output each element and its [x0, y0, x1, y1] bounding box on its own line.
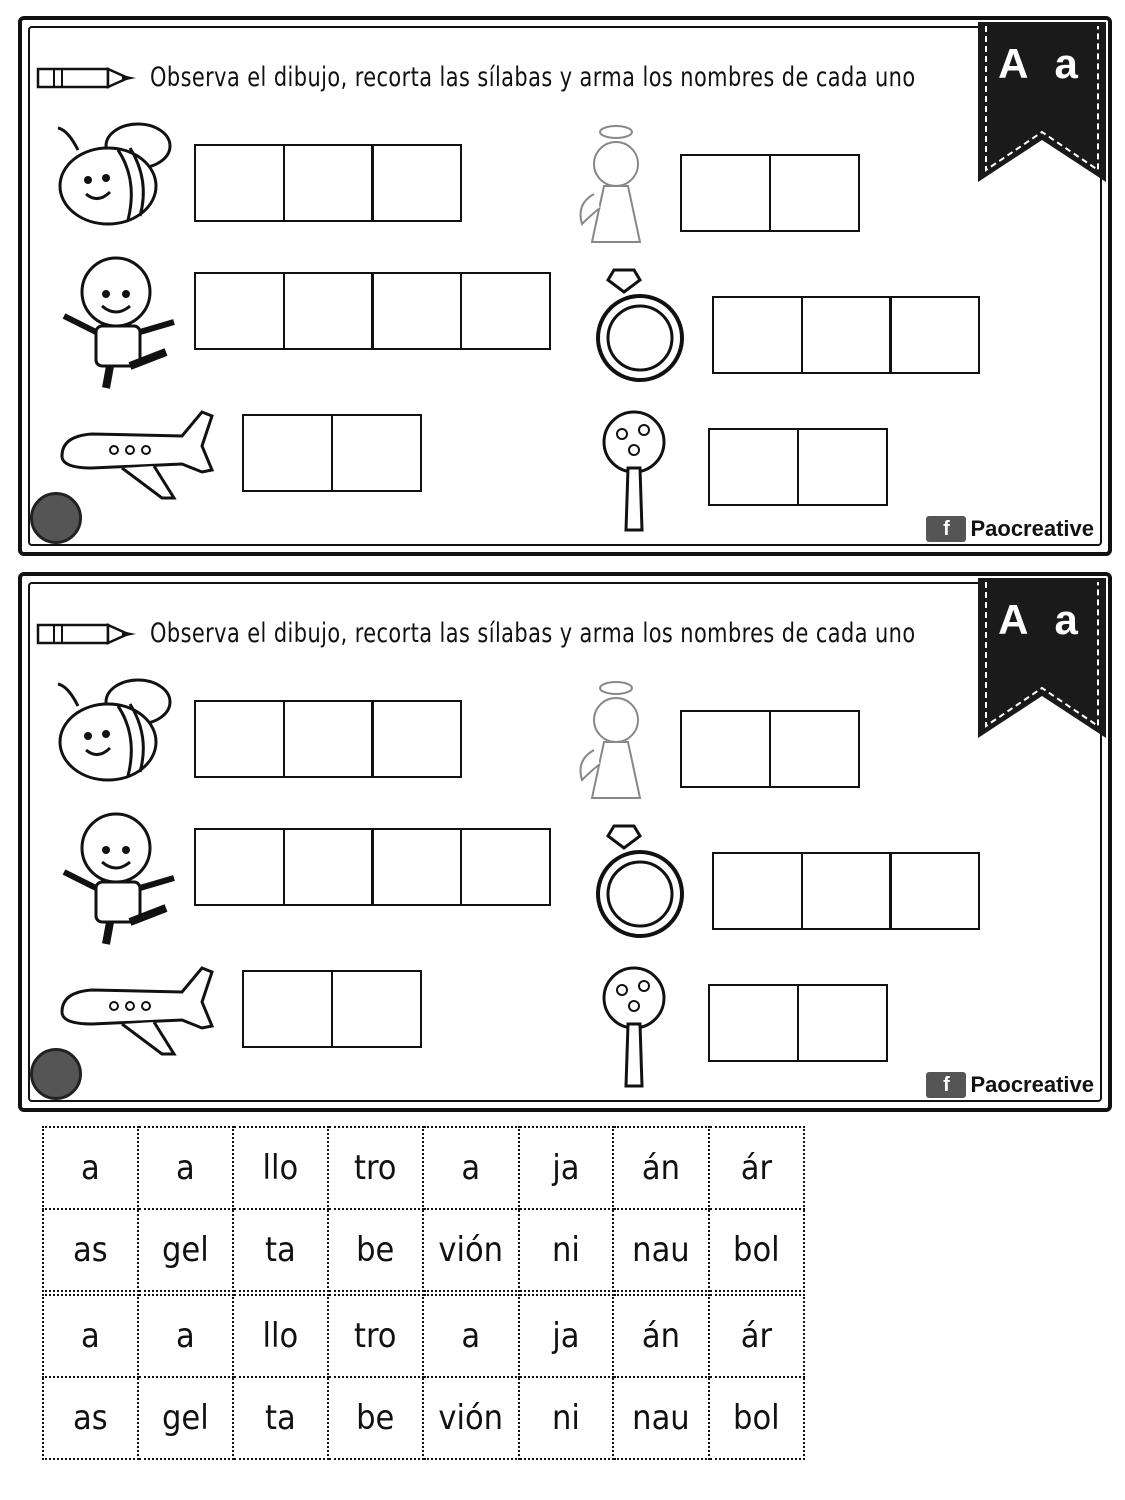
- answer-box[interactable]: [194, 144, 285, 222]
- answer-boxes-astronaut: [194, 272, 551, 350]
- answer-box[interactable]: [371, 700, 462, 778]
- answer-boxes-tree: [708, 984, 888, 1062]
- answer-box[interactable]: [680, 710, 771, 788]
- answer-boxes-airplane: [242, 970, 422, 1048]
- syllable-row: [43, 1377, 804, 1459]
- answer-box[interactable]: [371, 272, 462, 350]
- syllable-card[interactable]: llo: [233, 1127, 328, 1209]
- syllable-grid-1: [42, 1126, 805, 1292]
- syllable-card[interactable]: as: [43, 1377, 138, 1459]
- syllable-card[interactable]: ár: [709, 1295, 804, 1377]
- answer-box[interactable]: [797, 428, 888, 506]
- answer-box[interactable]: [889, 852, 980, 930]
- syllable-card[interactable]: ár: [709, 1127, 804, 1209]
- answer-box[interactable]: [194, 828, 285, 906]
- answer-boxes-airplane: [242, 414, 422, 492]
- brand-logo: [926, 1072, 1094, 1098]
- syllable-card[interactable]: ja: [519, 1295, 614, 1377]
- syllable-card[interactable]: be: [328, 1209, 423, 1291]
- answer-boxes-ring: [712, 852, 980, 930]
- syllable-card[interactable]: nau: [613, 1377, 709, 1459]
- syllable-card[interactable]: llo: [233, 1295, 328, 1377]
- banner-letters: A a: [998, 596, 1086, 643]
- answer-box[interactable]: [242, 970, 333, 1048]
- answer-box[interactable]: [460, 828, 551, 906]
- answer-box[interactable]: [283, 700, 374, 778]
- answer-box[interactable]: [371, 144, 462, 222]
- worksheet-card-1: [18, 16, 1112, 556]
- syllable-card[interactable]: a: [423, 1295, 519, 1377]
- worksheet-card-2: [18, 572, 1112, 1112]
- banner-letters: A a: [998, 40, 1086, 87]
- answer-boxes-angel: [680, 154, 860, 232]
- answer-box[interactable]: [801, 296, 892, 374]
- syllable-card[interactable]: a: [43, 1127, 138, 1209]
- syllable-row: [43, 1127, 804, 1209]
- instruction-line: [36, 618, 1040, 649]
- answer-box[interactable]: [801, 852, 892, 930]
- bee-icon: [48, 676, 178, 786]
- answer-box[interactable]: [769, 710, 860, 788]
- syllable-card[interactable]: án: [613, 1295, 709, 1377]
- answer-box[interactable]: [331, 414, 422, 492]
- brand-name: Paocreative: [970, 1072, 1094, 1097]
- ring-icon: [590, 818, 690, 942]
- instruction-text: Observa el dibujo, recorta las sílabas y arma los nombres de cada uno: [150, 62, 916, 93]
- syllable-card[interactable]: vión: [423, 1209, 519, 1291]
- angel-icon: [574, 124, 654, 250]
- syllable-card[interactable]: bol: [709, 1209, 804, 1291]
- syllable-row: [43, 1209, 804, 1291]
- answer-boxes-astronaut: [194, 828, 551, 906]
- answer-box[interactable]: [283, 828, 374, 906]
- astronaut-icon: [56, 252, 186, 392]
- bee-icon: [48, 120, 178, 230]
- answer-box[interactable]: [460, 272, 551, 350]
- syllable-card[interactable]: nau: [613, 1209, 709, 1291]
- badge-stamp-icon: [30, 1048, 82, 1100]
- facebook-icon: f: [926, 1072, 966, 1098]
- brand-name: Paocreative: [970, 516, 1094, 541]
- badge-stamp-icon: [30, 492, 82, 544]
- pencil-icon: [36, 63, 140, 93]
- ring-icon: [590, 262, 690, 386]
- syllable-card[interactable]: a: [138, 1127, 233, 1209]
- astronaut-icon: [56, 808, 186, 948]
- syllable-card[interactable]: tro: [328, 1295, 423, 1377]
- syllable-card[interactable]: ni: [519, 1377, 614, 1459]
- syllable-card[interactable]: án: [613, 1127, 709, 1209]
- answer-box[interactable]: [194, 700, 285, 778]
- answer-boxes-angel: [680, 710, 860, 788]
- syllable-card[interactable]: gel: [138, 1377, 233, 1459]
- letter-banner: [978, 578, 1106, 738]
- angel-icon: [574, 680, 654, 806]
- answer-box[interactable]: [283, 144, 374, 222]
- syllable-card[interactable]: a: [43, 1295, 138, 1377]
- syllable-card[interactable]: tro: [328, 1127, 423, 1209]
- syllable-card[interactable]: vión: [423, 1377, 519, 1459]
- instruction-line: [36, 62, 1040, 93]
- airplane-icon: [52, 406, 218, 506]
- answer-box[interactable]: [194, 272, 285, 350]
- syllable-card[interactable]: bol: [709, 1377, 804, 1459]
- answer-box[interactable]: [242, 414, 333, 492]
- syllable-card[interactable]: a: [138, 1295, 233, 1377]
- answer-box[interactable]: [708, 428, 799, 506]
- syllable-card[interactable]: as: [43, 1209, 138, 1291]
- answer-boxes-tree: [708, 428, 888, 506]
- answer-box[interactable]: [769, 154, 860, 232]
- answer-boxes-bee: [194, 700, 462, 778]
- syllable-card[interactable]: ta: [233, 1209, 328, 1291]
- brand-logo: [926, 516, 1094, 542]
- syllable-row: [43, 1295, 804, 1377]
- syllable-card[interactable]: ja: [519, 1127, 614, 1209]
- instruction-text: Observa el dibujo, recorta las sílabas y arma los nombres de cada uno: [150, 618, 916, 649]
- syllable-card[interactable]: gel: [138, 1209, 233, 1291]
- answer-boxes-bee: [194, 144, 462, 222]
- answer-box[interactable]: [331, 970, 422, 1048]
- answer-box[interactable]: [712, 296, 803, 374]
- pencil-icon: [36, 619, 140, 649]
- tree-icon: [594, 408, 674, 534]
- answer-box[interactable]: [371, 828, 462, 906]
- answer-box[interactable]: [797, 984, 888, 1062]
- syllable-card[interactable]: ta: [233, 1377, 328, 1459]
- answer-boxes-ring: [712, 296, 980, 374]
- tree-icon: [594, 964, 674, 1090]
- syllable-grid-2: [42, 1294, 805, 1460]
- answer-box[interactable]: [283, 272, 374, 350]
- answer-box[interactable]: [889, 296, 980, 374]
- facebook-icon: f: [926, 516, 966, 542]
- airplane-icon: [52, 962, 218, 1062]
- answer-box[interactable]: [708, 984, 799, 1062]
- answer-box[interactable]: [680, 154, 771, 232]
- syllable-card[interactable]: a: [423, 1127, 519, 1209]
- answer-box[interactable]: [712, 852, 803, 930]
- letter-banner: [978, 22, 1106, 182]
- syllable-card[interactable]: ni: [519, 1209, 614, 1291]
- syllable-card[interactable]: be: [328, 1377, 423, 1459]
